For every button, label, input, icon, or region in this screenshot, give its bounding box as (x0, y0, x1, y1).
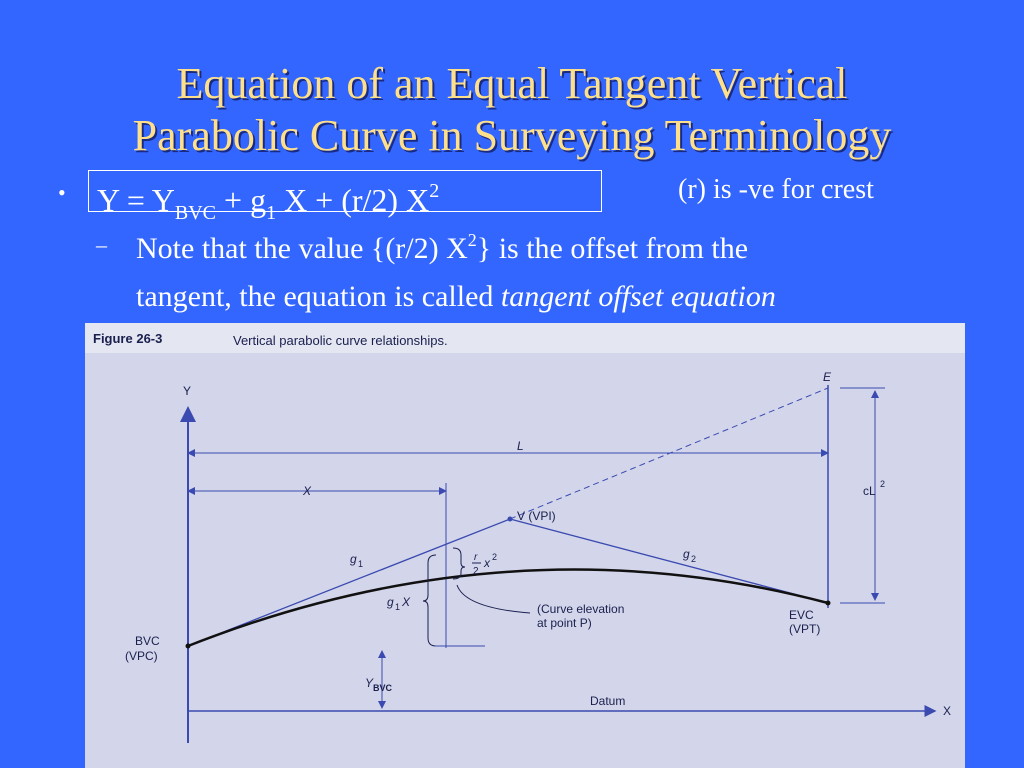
cl2-label: cL (863, 484, 876, 498)
vpt-label: (VPT) (789, 622, 821, 636)
note-text-a: Note that the value {(r/2) X (136, 232, 468, 265)
eq-g-sub: 1 (266, 202, 277, 224)
caption-number: Figure 26-3 (93, 331, 163, 346)
curve-elevation-line-1: (Curve elevation (537, 602, 625, 616)
figure-panel (85, 323, 965, 768)
offset-sup: 2 (492, 552, 498, 562)
eq-sup: 2 (429, 180, 440, 202)
note-sup: 2 (467, 230, 477, 250)
offset-brace (453, 548, 465, 579)
g1x-brace (423, 555, 436, 646)
equation-bullet (58, 170, 998, 224)
bullet-marker: • (58, 180, 66, 205)
eq-plus-g: + g (216, 182, 267, 218)
evc-label: EVC (789, 608, 814, 622)
offset-x: x (484, 556, 490, 570)
title-line-2: Parabolic Curve in Surveying Terminology (132, 111, 892, 160)
ybvc-y: Y (365, 676, 374, 690)
ybvc-sub: BVC (373, 683, 393, 693)
eq-equals-y: = Y (118, 182, 175, 218)
g2-label: g (683, 547, 690, 561)
length-label: L (517, 439, 524, 453)
y-axis-label: Y (183, 384, 192, 398)
eq-bvc-sub: BVC (174, 202, 217, 224)
caption-text: Vertical parabolic curve relationships. (233, 333, 448, 348)
evc-point (826, 601, 831, 606)
point-e-label: E (823, 370, 832, 384)
g2-sub: 2 (691, 554, 697, 564)
crest-note: (r) is -ve for crest (678, 174, 874, 205)
note-text-c: tangent, the equation is called (136, 280, 501, 313)
vpi-label: V (VPI) (517, 509, 556, 523)
slide-title (0, 58, 1024, 162)
vpi-point (508, 517, 513, 522)
offset-2: 2 (473, 566, 479, 577)
bvc-label: BVC (135, 634, 160, 648)
x-dimension-label: X (303, 484, 312, 498)
parabolic-curve-diagram (85, 323, 965, 768)
bvc-point (186, 644, 191, 649)
eq-y: Y (97, 182, 119, 218)
datum-label: Datum (590, 694, 626, 708)
g1x-g: g (387, 595, 394, 609)
g1-sub: 1 (358, 559, 364, 569)
x-axis-label: X (943, 704, 952, 718)
g1x-x: X (402, 595, 411, 609)
curve-elevation-line-2: at point P) (537, 616, 592, 630)
sub-bullet-dash: – (96, 232, 107, 257)
note-text-b: } is the offset from the (476, 232, 749, 265)
eq-x-term: X + (r/2) X (276, 182, 430, 218)
title-line-1: Equation of an Equal Tangent Vertical (176, 59, 848, 108)
offset-r: r (474, 552, 478, 563)
g1x-sub: 1 (395, 602, 401, 612)
vpc-label: (VPC) (125, 649, 158, 663)
note-italic: tangent offset equation (500, 280, 776, 313)
equation-box (88, 170, 602, 224)
cl2-sup: 2 (880, 479, 886, 489)
g1-label: g (350, 552, 357, 566)
caption-band (85, 323, 965, 353)
curve-elevation-leader (457, 585, 530, 613)
